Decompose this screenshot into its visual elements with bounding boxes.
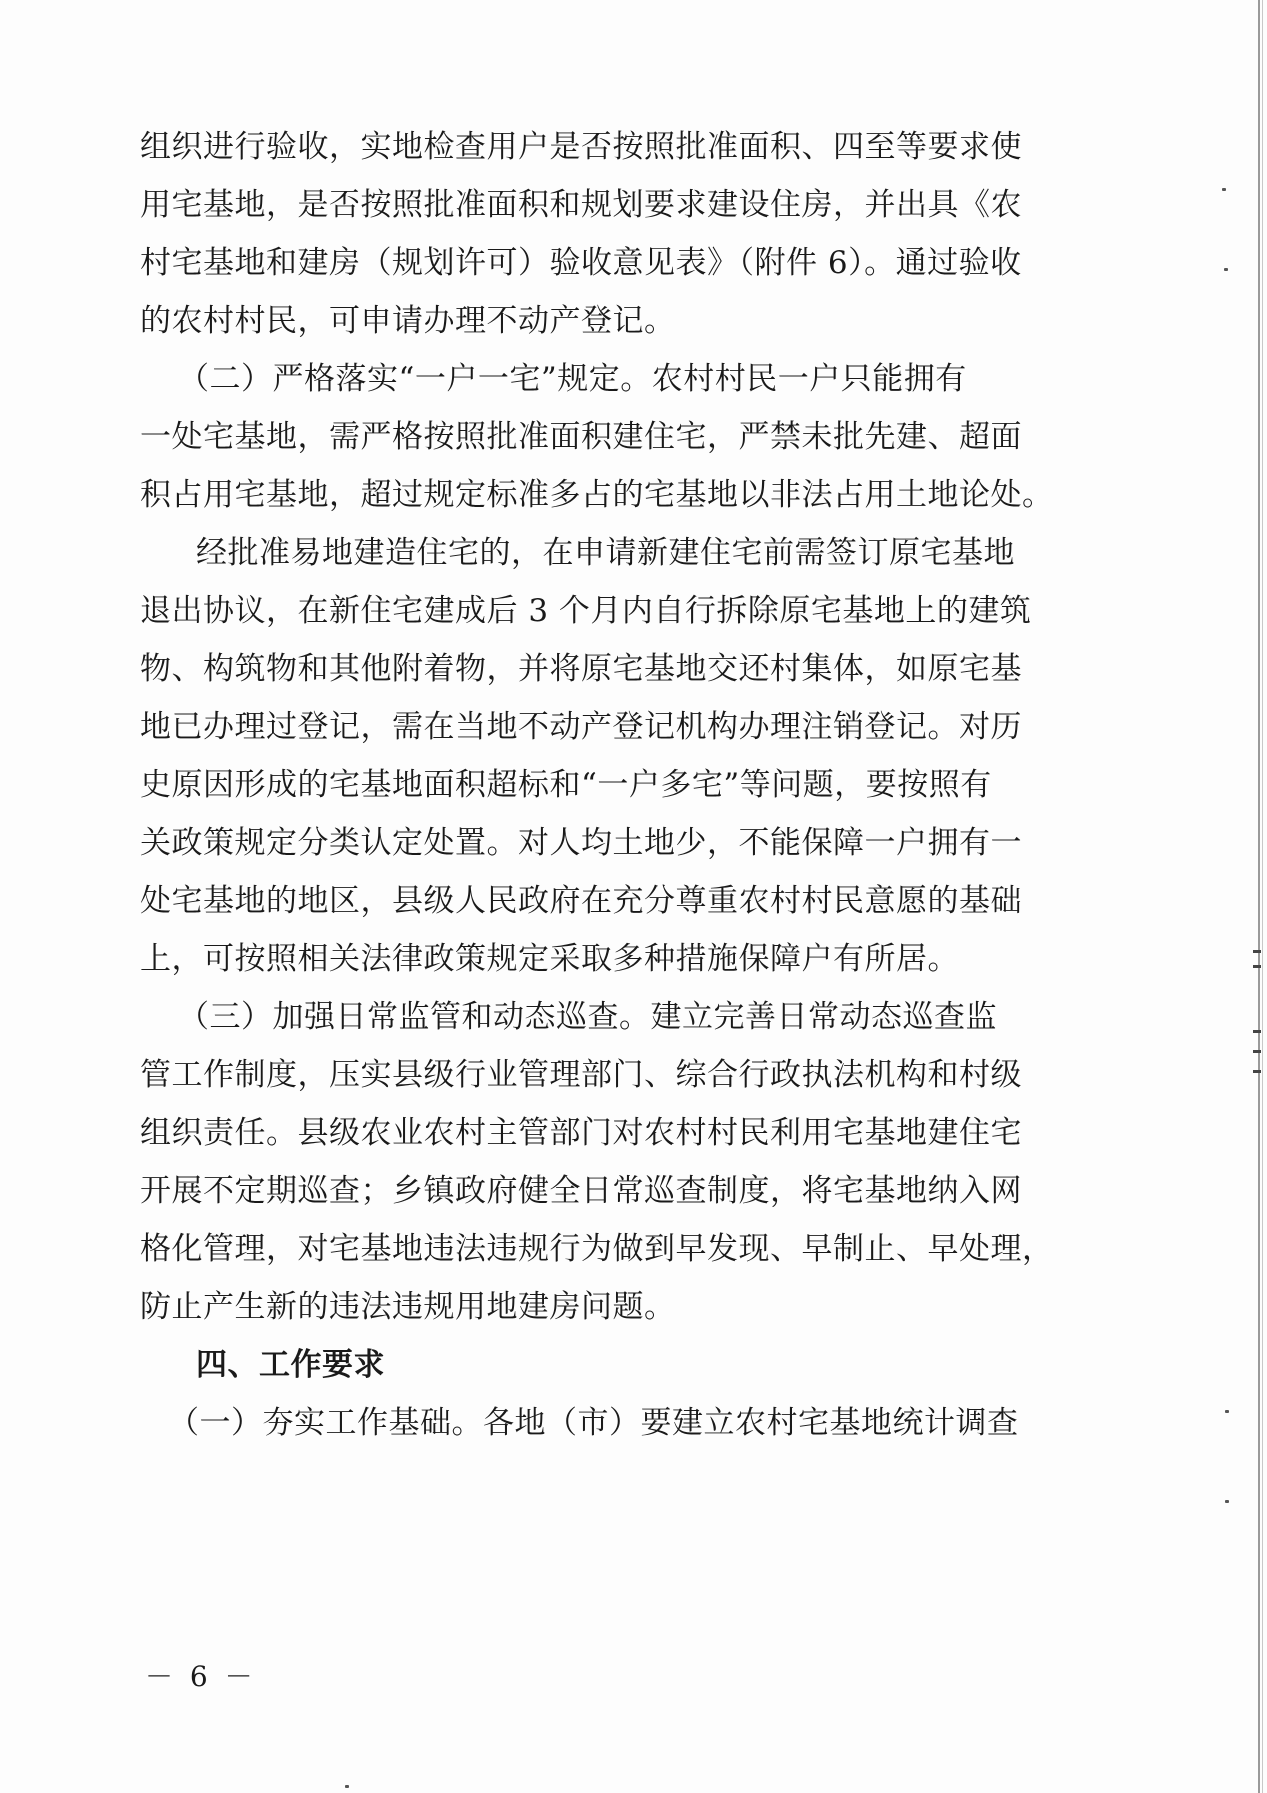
text-line: 管工作制度，压实县级行业管理部门、综合行政执法机构和村级 — [140, 1057, 1022, 1093]
text-line: 积占用宅基地，超过规定标准多占的宅基地以非法占用土地论处。 — [140, 477, 1054, 513]
text-line: 格化管理，对宅基地违法违规行为做到早发现、早制止、早处理， — [140, 1231, 1054, 1267]
scan-edge-mark — [1253, 1070, 1261, 1073]
text-line: （二）严格落实“一户一宅”规定。农村村民一户只能拥有 — [178, 361, 967, 397]
text-line: 关政策规定分类认定处置。对人均土地少，不能保障一户拥有一 — [140, 825, 1022, 861]
section-heading: 四、工作要求 — [196, 1347, 385, 1383]
text-line: 上，可按照相关法律政策规定采取多种措施保障户有所居。 — [140, 941, 959, 977]
scan-edge-line — [1262, 0, 1263, 1793]
text-line: 用宅基地，是否按照批准面积和规划要求建设住房，并出具《农 — [140, 187, 1022, 223]
scan-speck — [1225, 1500, 1229, 1503]
text-line: 史原因形成的宅基地面积超标和“一户多宅”等问题，要按照有 — [140, 767, 992, 803]
scan-speck — [345, 1785, 349, 1788]
text-line: 物、构筑物和其他附着物，并将原宅基地交还村集体，如原宅基 — [140, 651, 1022, 687]
scan-edge-mark — [1253, 1050, 1261, 1053]
scan-edge-line — [1258, 0, 1260, 1793]
scan-speck — [1222, 188, 1226, 191]
scan-speck — [1224, 268, 1228, 271]
text-line: （一）夯实工作基础。各地（市）要建立农村宅基地统计调查 — [168, 1405, 1019, 1441]
text-line: 退出协议，在新住宅建成后 3 个月内自行拆除原宅基地上的建筑 — [140, 593, 1032, 629]
scan-edge-mark — [1253, 1030, 1261, 1033]
text-line: （三）加强日常监管和动态巡查。建立完善日常动态巡查监 — [178, 999, 997, 1035]
scan-edge-mark — [1253, 950, 1261, 953]
text-line: 开展不定期巡查；乡镇政府健全日常巡查制度，将宅基地纳入网 — [140, 1173, 1022, 1209]
page-number: － 6 － — [145, 1660, 257, 1693]
text-line: 村宅基地和建房（规划许可）验收意见表》（附件 6）。通过验收 — [140, 245, 1022, 281]
scan-speck — [1225, 1410, 1229, 1413]
document-body — [140, 118, 1140, 1452]
text-line: 的农村村民，可申请办理不动产登记。 — [140, 303, 676, 339]
text-line: 组织责任。县级农业农村主管部门对农村村民利用宅基地建住宅 — [140, 1115, 1022, 1151]
text-line: 经批准易地建造住宅的，在申请新建住宅前需签订原宅基地 — [196, 535, 1015, 571]
text-line: 组织进行验收，实地检查用户是否按照批准面积、四至等要求使 — [140, 129, 1022, 165]
text-line: 处宅基地的地区，县级人民政府在充分尊重农村村民意愿的基础 — [140, 883, 1022, 919]
text-line: 防止产生新的违法违规用地建房问题。 — [140, 1289, 676, 1325]
text-line: 地已办理过登记，需在当地不动产登记机构办理注销登记。对历 — [140, 709, 1022, 745]
text-line: 一处宅基地，需严格按照批准面积建住宅，严禁未批先建、超面 — [140, 419, 1022, 455]
scan-edge-mark — [1253, 965, 1261, 968]
